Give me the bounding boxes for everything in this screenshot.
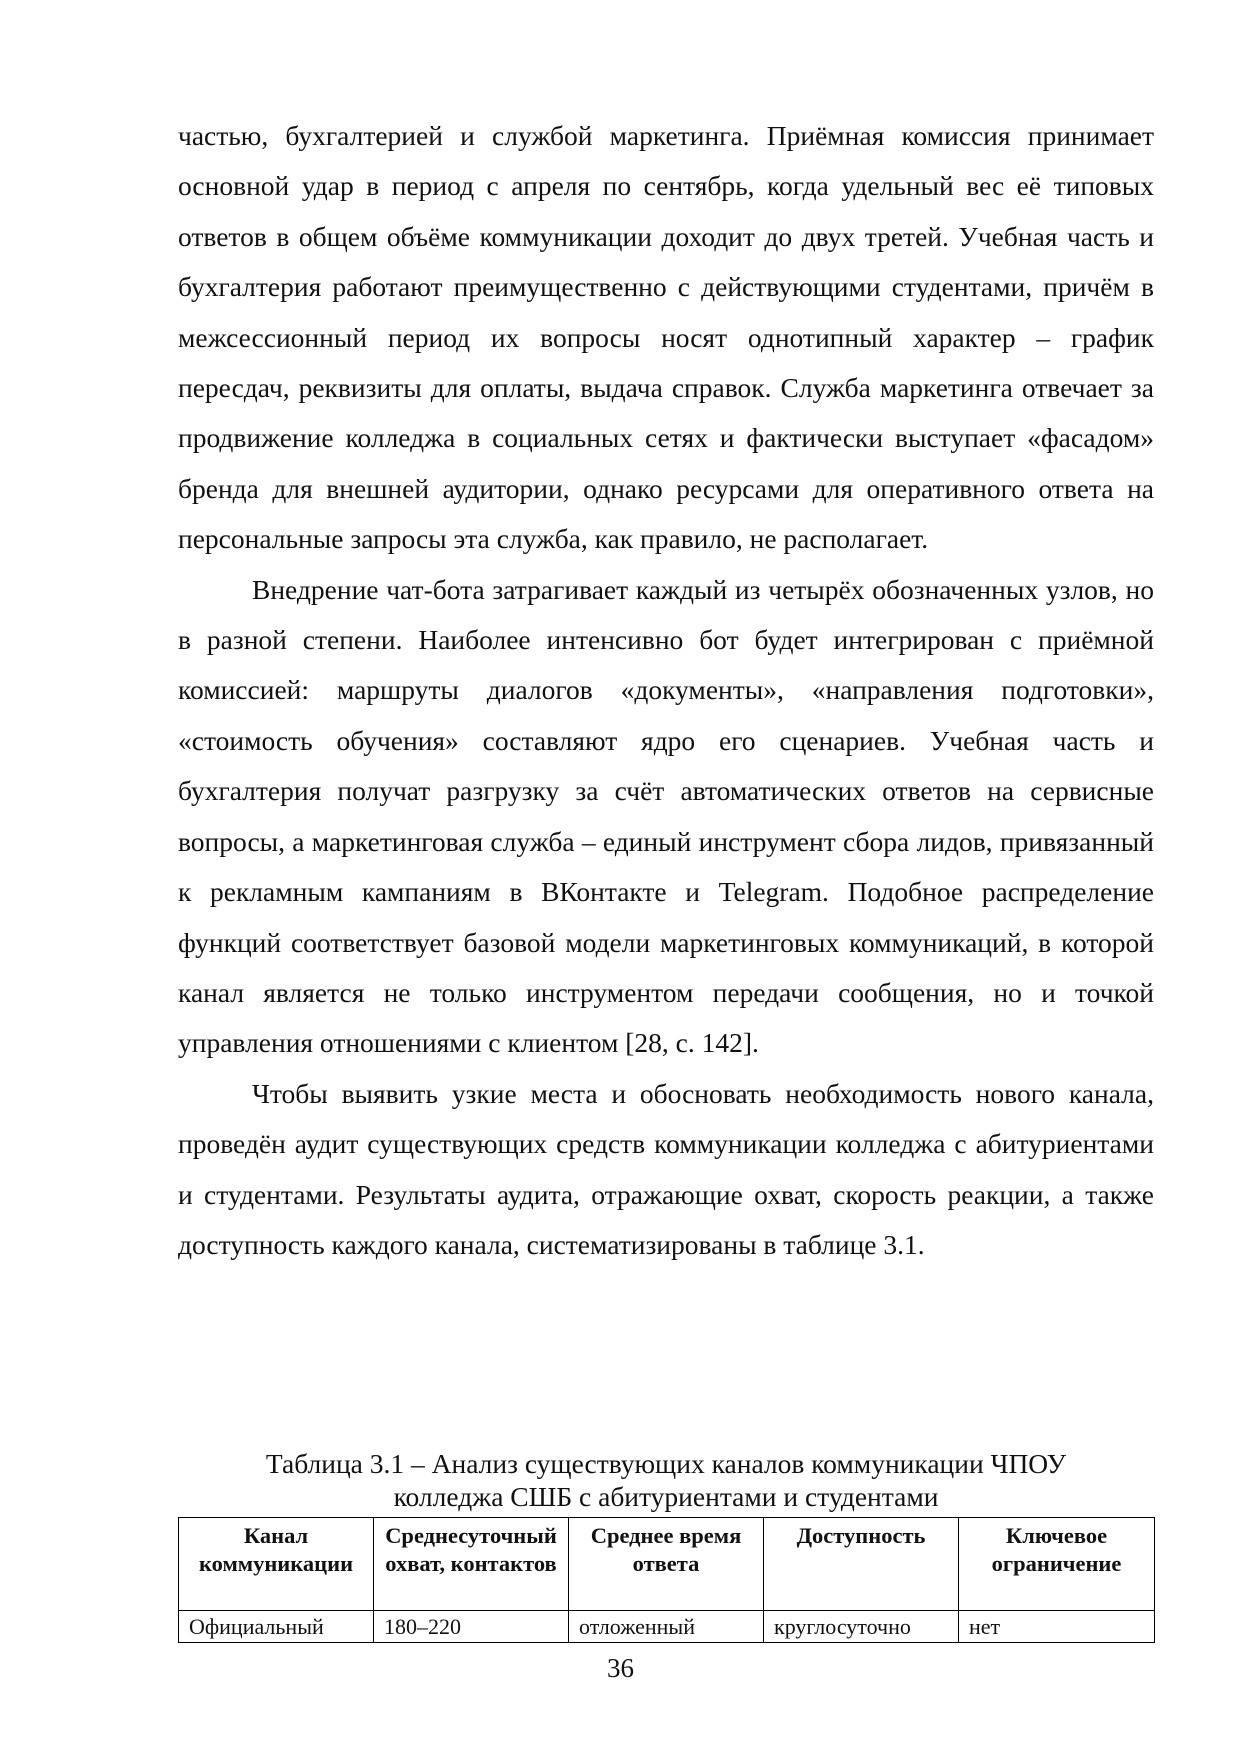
cell-response-time: отложенный xyxy=(569,1611,764,1643)
table-caption-line-1: Таблица 3.1 – Анализ существующих каналов коммуникации ЧПОУ xyxy=(265,1448,1067,1479)
cell-availability: круглосуточно xyxy=(764,1611,959,1643)
page-number: 36 xyxy=(607,1653,634,1683)
table-caption xyxy=(178,1447,1154,1513)
paragraph-2: Внедрение чат-бота затрагивает каждый из четырёх обозначенных узлов, но в разной степени. Наиболее интенсивно бот будет интегрирован с приёмной комиссией: маршруты диалогов «документы», «направления подготовки», «стоимость обучения» составляют ядро его сценариев. Учебная часть и бухгалтерия получат разгрузку за счёт автоматических ответов на сервисные вопросы, а маркетинговая служба – единый инструмент сбора лидов, привязанный к рекламным кампаниям в ВКонтакте и Telegram. Подобное распределение функций соответствует базовой модели маркетинговых коммуникаций, в которой канал является не только инструментом передачи сообщения, но и точкой управления отношениями с клиентом [28, с. 142]. xyxy=(178,573,1154,1059)
header-response-time: Среднее время ответа xyxy=(569,1518,764,1611)
cell-channel: Официальный xyxy=(179,1611,374,1643)
channels-table xyxy=(178,1517,1155,1643)
table-caption-line-2: колледжа СШБ с абитуриентами и студентами xyxy=(393,1481,939,1512)
cell-key-limitation: нет xyxy=(959,1611,1155,1643)
header-channel: Канал коммуникации xyxy=(179,1518,374,1611)
table-header-row xyxy=(179,1518,1155,1611)
body-text xyxy=(178,111,1154,1270)
table-row xyxy=(179,1611,1155,1643)
paragraph-3: Чтобы выявить узкие места и обосновать необходимость нового канала, проведён аудит существующих средств коммуникации колледжа с абитуриентами и студентами. Результаты аудита, отражающие охват, скорость реакции, а также доступность каждого канала, систематизированы в таблице 3.1. xyxy=(178,1077,1154,1260)
paragraph-1: частью, бухгалтерией и службой маркетинга. Приёмная комиссия принимает основной удар в период с апреля по сентябрь, когда удельный вес её типовых ответов в общем объёме коммуникации доходит до двух третей. Учебная часть и бухгалтерия работают преимущественно с действующими студентами, причём в межсессионный период их вопросы носят однотипный характер – график пересдач, реквизиты для оплаты, выдача справок. Служба маркетинга отвечает за продвижение колледжа в социальных сетях и фактически выступает «фасадом» бренда для внешней аудитории, однако ресурсами для оперативного ответа на персональные запросы эта служба, как правило, не располагает. xyxy=(178,120,1154,555)
cell-daily-reach: 180–220 xyxy=(374,1611,569,1643)
header-key-limitation: Ключевое ограничение xyxy=(959,1518,1155,1611)
header-daily-reach: Среднесуточный охват, контактов xyxy=(374,1518,569,1611)
header-availability: Доступность xyxy=(764,1518,959,1611)
